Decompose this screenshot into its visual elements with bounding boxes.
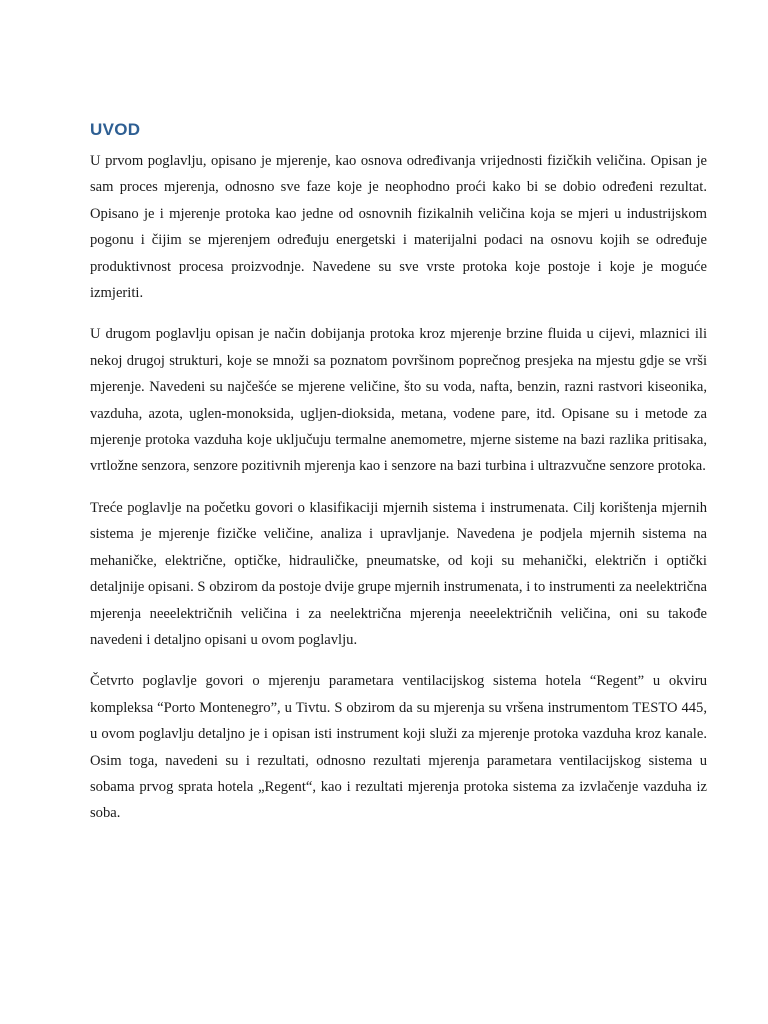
section-heading: UVOD <box>90 120 141 139</box>
paragraph-2: U drugom poglavlju opisan je način dobijanja protoka kroz mjerenje brzine fluida u cijevi, mlaznici ili nekoj drugoj strukturi, koje se množi sa poznatom površinom poprečnog presjeka na mjestu gdje se vrši mjerenje. Navedeni su najčešće se mjerene veličine, što su voda, nafta, benzin, razni rastvori kiseonika, vazduha, azota, uglen-monoksida, ugljen-dioksida, metana, vodene pare, itd. Opisane su i metode za mjerenje protoka vazduha koje uključuju termalne anemometre, mjerne sisteme na bazi razlika pritisaka, vrtložne senzora, senzore pozitivnih mjerenja kao i senzore na bazi turbina i ultrazvučne senzore protoka. <box>90 326 707 475</box>
document-page <box>90 120 707 842</box>
paragraph-4: Četvrto poglavlje govori o mjerenju parametara ventilacijskog sistema hotela “Regent” u okviru kompleksa “Porto Montenegro”, u Tivtu. S obzirom da su mjerenja su vršena instrumentom TESTO 445, u ovom poglavlju detaljno je i opisan isti instrument koji služi za mjerenje protoka vazduha kroz kanale. Osim toga, navedeni su i rezultati, odnosno rezultati mjerenja parametara ventilacijskog sistema u sobama prvog sprata hotela „Regent“, kao i rezultati mjerenja protoka sistema za izvlačenje vazduha iz soba. <box>90 673 707 822</box>
paragraph-1: U prvom poglavlju, opisano je mjerenje, kao osnova određivanja vrijednosti fizičkih veličina. Opisan je sam proces mjerenja, odnosno sve faze koje je neophodno proći kako bi se dobio određeni rezultat. Opisano je i mjerenje protoka kao jedne od osnovnih fizikalnih veličina koja se mjeri u industrijskom pogonu i čijim se mjerenjem određuju energetski i materijalni podaci na osnovu kojih se određuje produktivnost procesa proizvodnje. Navedene su sve vrste protoka koje postoje i koje je moguće izmjeriti. <box>90 153 707 302</box>
paragraph-3: Treće poglavlje na početku govori o klasifikaciji mjernih sistema i instrumenata. Cilj korištenja mjernih sistema je mjerenje fizičke veličine, analiza i upravljanje. Navedena je podjela mjernih sistema na mehaničke, električne, optičke, hidrauličke, pneumatske, od koji su mehanički, električn i optički detaljnije opisani. S obzirom da postoje dvije grupe mjernih instrumenata, i to instrumenti za neelektrična mjerenja neeelektričnih veličina i za neelektrična mjerenja neeelektričnih veličina, oni su takođe navedeni i detaljno opisani u ovom poglavlju. <box>90 499 707 648</box>
